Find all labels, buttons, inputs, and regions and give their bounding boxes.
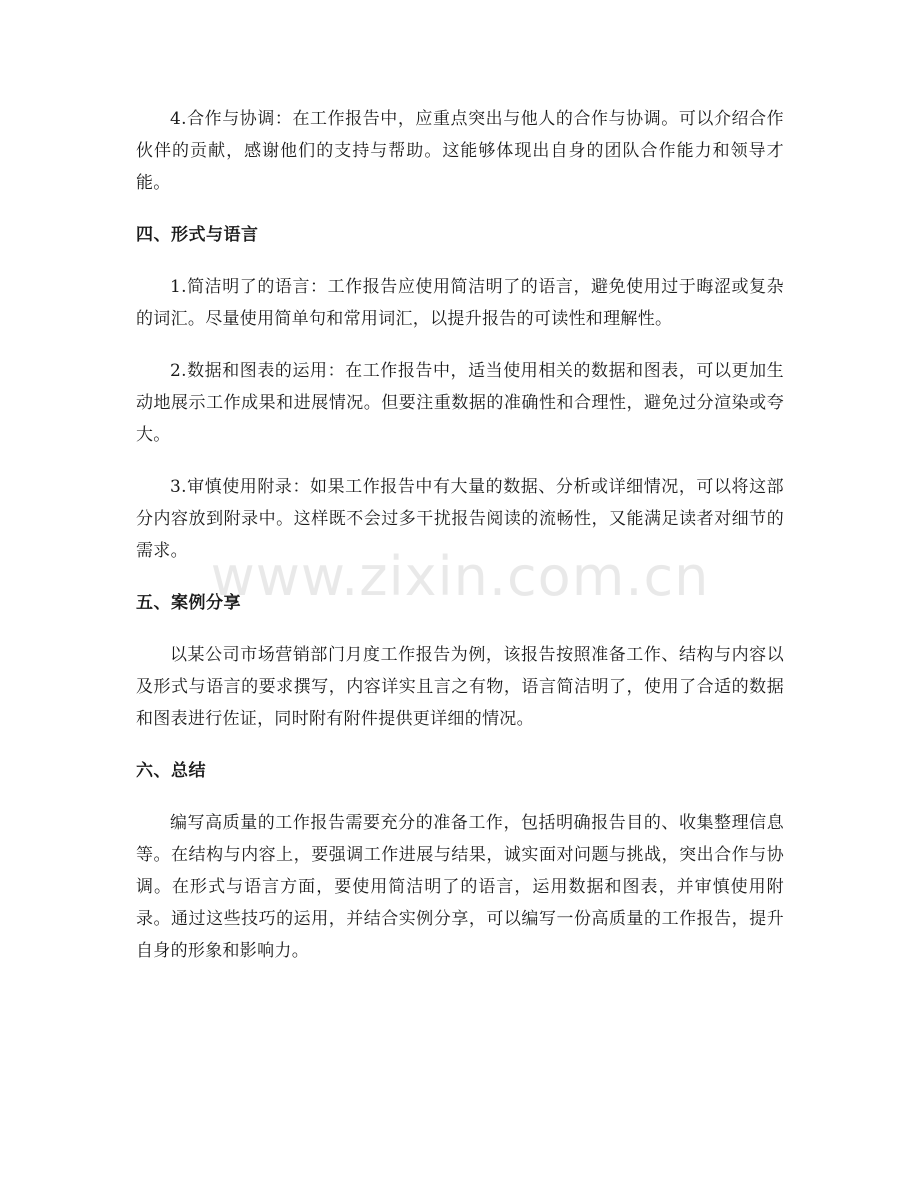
paragraph-summary: 编写高质量的工作报告需要充分的准备工作，包括明确报告目的、收集整理信息等。在结构与内容上，要强调工作进展与结果，诚实面对问题与挑战，突出合作与协调。在形式与语言方面，要使用简洁明了的语言，运用数据和图表，并审慎使用附录。通过这些技巧的运用，并结合实例分享，可以编写一份高质量的工作报告，提升自身的形象和影响力。 <box>136 813 784 961</box>
section-heading-summary: 六、总结 <box>136 761 206 781</box>
paragraph-appendix: 3.审慎使用附录：如果工作报告中有大量的数据、分析或详细情况，可以将这部分内容放到附录中。这样既不会过多干扰报告阅读的流畅性，又能满足读者对细节的需求。 <box>136 477 784 561</box>
section-heading-case-study: 五、案例分享 <box>136 593 241 613</box>
paragraph-concise-language: 1.简洁明了的语言：工作报告应使用简洁明了的语言，避免使用过于晦涩或复杂的词汇。尽量使用简单句和常用词汇，以提升报告的可读性和理解性。 <box>136 277 784 329</box>
section-heading-form-language: 四、形式与语言 <box>136 225 259 245</box>
watermark: www.zixin.com.cn <box>210 545 710 608</box>
paragraph-data-charts: 2.数据和图表的运用：在工作报告中，适当使用相关的数据和图表，可以更加生动地展示工作成果和进展情况。但要注重数据的准确性和合理性，避免过分渲染或夸大。 <box>136 361 784 445</box>
document-body <box>136 103 784 987</box>
paragraph-cooperation: 4.合作与协调：在工作报告中，应重点突出与他人的合作与协调。可以介绍合作伙伴的贡献，感谢他们的支持与帮助。这能够体现出自身的团队合作能力和领导才能。 <box>136 109 784 193</box>
paragraph-case-study: 以某公司市场营销部门月度工作报告为例，该报告按照准备工作、结构与内容以及形式与语言的要求撰写，内容详实且言之有物，语言简洁明了，使用了合适的数据和图表进行佐证，同时附有附件提供更详细的情况。 <box>136 645 784 729</box>
